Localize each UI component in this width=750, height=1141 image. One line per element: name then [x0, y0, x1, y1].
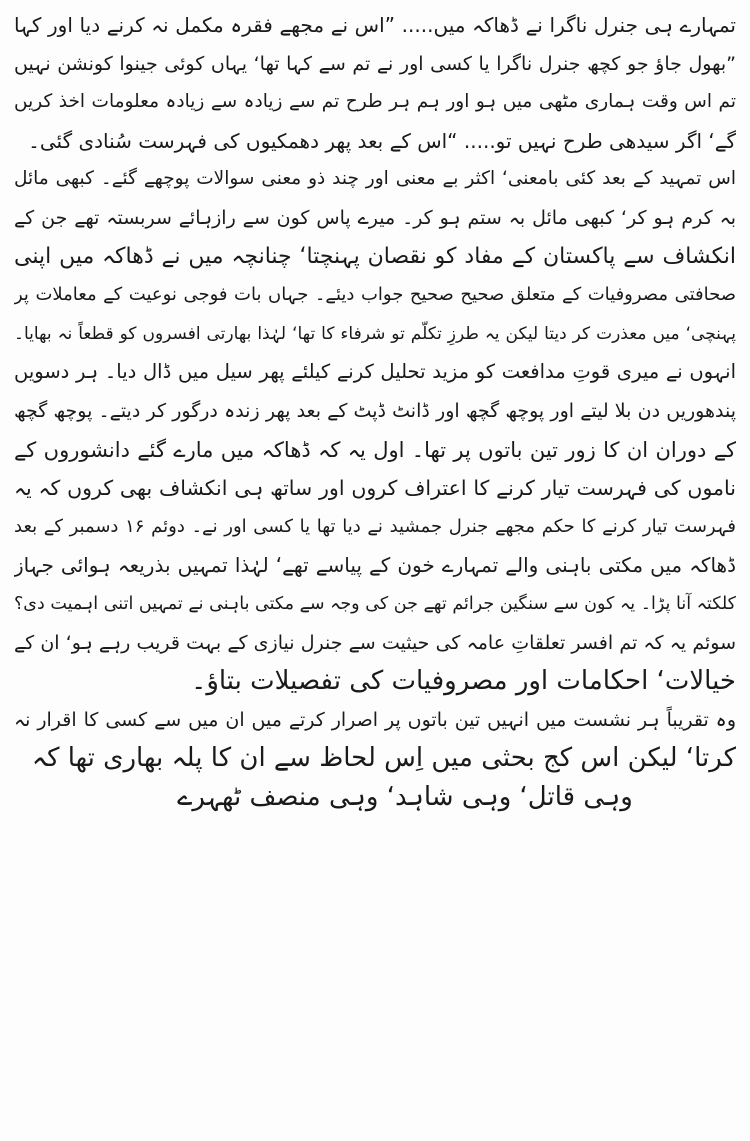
- text-line: ناموں کی فہرست تیار کرنے کا اعتراف کروں اور ساتھ ہی انکشاف بھی کروں کہ یہ: [14, 476, 736, 501]
- text-line: اس تمہید کے بعد کئی بامعنی‘ اکثر بے معنی اور چند ذو معنی سوالات پوچھے گئے۔ کبھی مائل: [14, 168, 736, 190]
- text-line: خیالات‘ احکامات اور مصروفیات کی تفصیلات بتاؤ۔: [191, 666, 736, 697]
- text-line: پہنچی‘ میں معذرت کر دیتا لیکن یہ طرزِ تکلّم تو شرفاء کا تھا‘ لہٰذا بھارتی افسروں کو قطعاً نہ بھایا۔: [14, 323, 736, 344]
- text-line: بہ کرم ہو کر‘ کبھی مائل بہ ستم ہو کر۔ میرے پاس کون سے رازہائے سربستہ تھے جن کے: [14, 206, 736, 229]
- text-line: کرتا‘ لیکن اس کج بحثی میں اِس لحاظ سے ان کا پلہ بھاری تھا کہ: [31, 743, 736, 774]
- paragraph-3: [14, 701, 736, 778]
- text-line: انکشاف سے پاکستان کے مفاد کو نقصان پہنچتا‘ چنانچہ میں نے ڈھاکہ میں اپنی: [14, 243, 736, 269]
- text-line: کلکتہ آنا پڑا۔ یہ کون سے سنگین جرائم تھے جن کی وجہ سے مکتی باہنی نے تمہیں اتنی اہمیت دی؟: [14, 593, 736, 614]
- text-line: تم اس وقت ہماری مٹھی میں ہو اور ہم ہر طرح تم سے زیادہ سے زیادہ معلومات اخذ کریں: [14, 91, 736, 113]
- poetry-couplet: وہی قاتل‘ وہی شاہد‘ وہی منصف ٹھہرے: [177, 781, 633, 812]
- text-line: انہوں نے میری قوتِ مدافعت کو مزید تحلیل کرنے کیلئے پھر سیل میں ڈال دیا۔ ہر دسویں: [14, 360, 736, 384]
- text-line: ڈھاکہ میں مکتی باہنی والے تمہارے خون کے پیاسے تھے‘ لہٰذا تمہیں بذریعہ ہوائی جہاز: [14, 553, 736, 578]
- paragraph-2: [14, 160, 736, 700]
- text-line: گے‘ اگر سیدھی طرح نہیں تو..... “اس کے بعد پھر دھمکیوں کی فہرست سُنادی گئی۔: [28, 128, 736, 153]
- paragraph-1: [14, 6, 736, 160]
- text-line: وہ تقریباً ہر نشست میں انہیں تین باتوں پر اصرار کرتے میں ان میں سے کسی کا اقرار نہ: [14, 708, 736, 731]
- text-line: تمہارے ہی جنرل ناگرا نے ڈھاکہ میں..... ”اس نے مجھے فقرہ مکمل نہ کرنے دیا اور کہا: [14, 13, 736, 37]
- text-line: پندھوریں دن بلا لیتے اور پوچھ گچھ اور ڈانٹ ڈپٹ کے بعد پھر زندہ درگور کر دیتے۔ پوچھ گچھ: [14, 399, 736, 422]
- text-line: فہرست تیار کرنے کا حکم مجھے جنرل جمشید نے دیا تھا یا کسی اور نے۔ دوئم ۱۶ دسمبر کے بعد: [14, 515, 736, 537]
- text-line: سوئم یہ کہ تم افسر تعلقاتِ عامہ کی حیثیت سے جنرل نیازی کے بہت قریب رہے ہو‘ ان کے: [14, 631, 736, 654]
- text-line: کے دوران ان کا زور تین باتوں پر تھا۔ اول یہ کہ ڈھاکہ میں مارے گئے دانشوروں کے: [14, 437, 736, 462]
- text-line: صحافتی مصروفیات کے متعلق صحیح صحیح جواب دیئے۔ جہاں بات فوجی نوعیت کے معاملات پر: [14, 284, 736, 306]
- text-line: ”بھول جاؤ جو کچھ جنرل ناگرا یا کسی اور نے تم سے کہا تھا‘ یہاں کوئی جینوا کونشن نہیں: [14, 52, 736, 75]
